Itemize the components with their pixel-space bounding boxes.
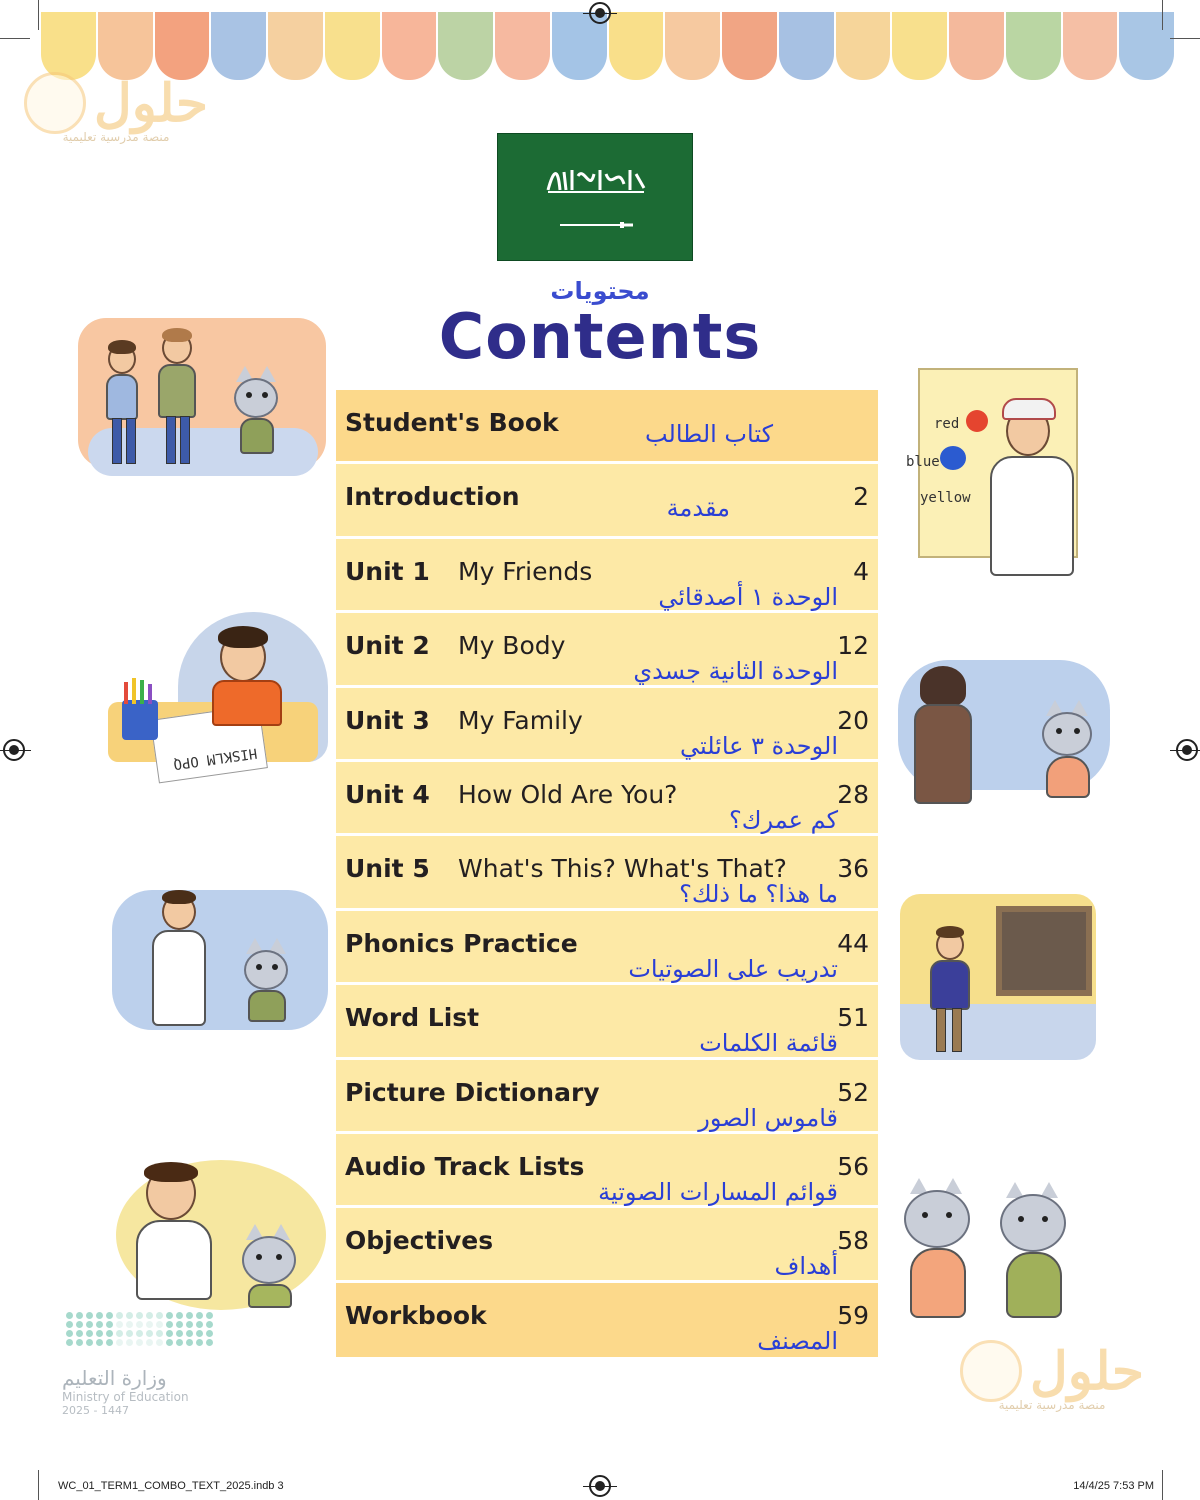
bunting-scallop xyxy=(779,12,834,80)
toc-row-phonics-practice[interactable] xyxy=(336,911,878,985)
cat-eye xyxy=(1042,1216,1048,1222)
bunting-scallop xyxy=(892,12,947,80)
kid-hair xyxy=(162,328,192,342)
toc-unit-title: What's This? What's That? xyxy=(458,854,787,884)
toc-row-workbook[interactable] xyxy=(336,1283,878,1357)
students-book-label: Student's Book xyxy=(345,408,559,437)
ministry-dot xyxy=(186,1330,193,1337)
bunting-scallop xyxy=(98,12,153,80)
bunting-scallop xyxy=(495,12,550,80)
ministry-dot xyxy=(66,1330,73,1337)
contents-title: Contents xyxy=(438,300,762,373)
ministry-dot xyxy=(166,1312,173,1319)
watermark-word: حلول xyxy=(1030,1340,1145,1402)
illustration-floor xyxy=(88,428,318,476)
cat-body xyxy=(248,1284,292,1308)
color-word-yellow: yellow xyxy=(920,490,971,506)
kid-thobe xyxy=(152,930,206,1026)
cat-dress xyxy=(1046,756,1090,798)
toc-unit-label: Unit 3 xyxy=(345,705,430,735)
toc-entry-arabic: قوائم المسارات الصوتية xyxy=(598,1177,838,1206)
toc-row-picture-dictionary[interactable] xyxy=(336,1060,878,1134)
ministry-dot xyxy=(156,1321,163,1328)
bunting-scallop xyxy=(665,12,720,80)
toc-entry-title: Objectives xyxy=(345,1226,494,1256)
cat-head xyxy=(1000,1194,1066,1252)
cat-eye xyxy=(256,1254,262,1260)
blue-splat xyxy=(940,446,966,470)
bunting-scallop xyxy=(268,12,323,80)
bunting-scallop xyxy=(41,12,96,80)
cat-eye xyxy=(246,392,252,398)
toc-page-number: 36 xyxy=(837,854,869,884)
top-bunting xyxy=(40,12,1175,82)
ministry-dot xyxy=(186,1312,193,1319)
ministry-dot xyxy=(186,1321,193,1328)
bunting-scallop xyxy=(1006,12,1061,80)
kid-leg xyxy=(952,1008,962,1052)
toc-unit-title: My Friends xyxy=(458,556,593,586)
illustration-floor xyxy=(900,1004,1096,1060)
contents-table xyxy=(336,390,878,1357)
toc-unit-title: My Family xyxy=(458,705,583,735)
toc-entry-arabic: قاموس الصور xyxy=(698,1103,838,1132)
toc-entry-arabic: مقدمة xyxy=(666,494,730,523)
pencil xyxy=(124,682,128,704)
toc-page-number: 59 xyxy=(837,1300,869,1330)
toc-unit-label: Unit 2 xyxy=(345,631,430,661)
illustration-friends-greeting xyxy=(78,318,326,480)
bunting-scallop xyxy=(325,12,380,80)
ministry-dot xyxy=(146,1321,153,1328)
toc-entry-arabic: الوحدة الثانية جسدي xyxy=(633,657,838,686)
bunting-scallop xyxy=(155,12,210,80)
kid-body xyxy=(212,680,282,726)
pencil xyxy=(140,680,144,704)
cat-head xyxy=(234,378,278,418)
toc-page-number: 52 xyxy=(837,1077,869,1107)
ministry-dot xyxy=(176,1312,183,1319)
ministry-dot xyxy=(96,1339,103,1346)
ministry-dot xyxy=(156,1330,163,1337)
ministry-dot xyxy=(106,1339,113,1346)
watermark-logo xyxy=(960,1340,1144,1412)
woman-abaya xyxy=(914,704,972,804)
toc-page-number: 2 xyxy=(853,482,869,512)
ministry-dot xyxy=(76,1339,83,1346)
ministry-dot xyxy=(66,1321,73,1328)
ministry-dot xyxy=(206,1321,213,1328)
ministry-dot xyxy=(196,1339,203,1346)
ministry-dot xyxy=(146,1312,153,1319)
pencil xyxy=(132,678,136,704)
color-word-red: red xyxy=(934,416,960,432)
toc-page-number: 12 xyxy=(837,631,869,661)
toc-unit-title: My Body xyxy=(458,631,566,661)
ministry-dot xyxy=(96,1312,103,1319)
ministry-dot xyxy=(86,1330,93,1337)
cat-eye xyxy=(262,392,268,398)
crop-mark xyxy=(1162,1470,1163,1500)
cat-eye xyxy=(946,1212,952,1218)
bunting-scallop xyxy=(382,12,437,80)
toc-page-number: 58 xyxy=(837,1226,869,1256)
illustration-two-cats xyxy=(886,1172,1100,1332)
ministry-dot xyxy=(136,1330,143,1337)
illustration-teacher-colors xyxy=(898,368,1084,576)
toc-row-unit-2[interactable] xyxy=(336,613,878,687)
teacher-thobe xyxy=(990,456,1074,576)
ministry-arabic: وزارة التعليم xyxy=(62,1366,167,1390)
pencil xyxy=(148,684,152,704)
students-book-arabic: كتاب الطالب xyxy=(644,420,773,448)
kid-thobe xyxy=(136,1220,212,1300)
kid-leg xyxy=(166,416,176,464)
ministry-dot xyxy=(166,1339,173,1346)
toc-page-number: 28 xyxy=(837,779,869,809)
toc-entry-arabic: الوحدة ١ أصدقائي xyxy=(658,582,838,611)
kid-body xyxy=(106,374,138,420)
toc-entry-title: Workbook xyxy=(345,1300,487,1330)
ministry-dot xyxy=(136,1321,143,1328)
watermark-circle-icon xyxy=(24,72,86,134)
ministry-year: 2025 - 1447 xyxy=(62,1404,129,1417)
notebook-text: HISKLM OPQ xyxy=(172,744,259,773)
cat-head xyxy=(1042,712,1092,756)
ministry-dot xyxy=(176,1330,183,1337)
toc-page-number: 56 xyxy=(837,1151,869,1181)
crop-mark xyxy=(1170,38,1200,39)
cat-eye xyxy=(276,1254,282,1260)
contents-title-arabic: محتويات xyxy=(550,277,650,305)
cat-body xyxy=(240,418,274,454)
ministry-dot xyxy=(126,1330,133,1337)
toc-header-row xyxy=(336,390,878,464)
color-word-blue: blue xyxy=(906,454,940,470)
crop-mark xyxy=(1162,0,1163,30)
toc-entry-arabic: تدريب على الصوتيات xyxy=(628,954,838,983)
bunting-scallop xyxy=(722,12,777,80)
ministry-dot xyxy=(116,1312,123,1319)
ministry-dot xyxy=(136,1339,143,1346)
toc-row-word-list[interactable] xyxy=(336,985,878,1059)
crop-mark xyxy=(0,38,30,39)
toc-unit-label: Unit 4 xyxy=(345,779,430,809)
ministry-dot xyxy=(196,1312,203,1319)
ministry-dot xyxy=(96,1330,103,1337)
toc-row-introduction[interactable] xyxy=(336,464,878,538)
ministry-dot xyxy=(156,1339,163,1346)
ministry-dots-icon xyxy=(66,1312,214,1346)
toc-entry-arabic: الوحدة ٣ عائلتي xyxy=(679,731,838,760)
toc-entry-title: Audio Track Lists xyxy=(345,1151,585,1181)
registration-mark xyxy=(589,2,611,24)
toc-entry-arabic: ما هذا؟ ما ذلك؟ xyxy=(679,880,838,909)
watermark-subtitle: منصة مدرسية تعليمية xyxy=(998,1398,1106,1412)
ministry-dot xyxy=(76,1330,83,1337)
registration-mark xyxy=(1176,739,1198,761)
blackboard xyxy=(996,906,1092,996)
toc-entry-title: Introduction xyxy=(345,482,520,512)
illustration-background xyxy=(112,890,328,1030)
watermark-word: حلول xyxy=(94,72,209,134)
ministry-logo xyxy=(62,1312,214,1417)
illustration-boy-drawing xyxy=(108,612,328,782)
watermark-circle-icon xyxy=(960,1340,1022,1402)
cat-dress xyxy=(910,1248,966,1318)
cat-head xyxy=(242,1236,296,1284)
illustration-boy-clapping xyxy=(116,1160,334,1310)
cat-eye xyxy=(256,964,262,970)
cat-head xyxy=(904,1190,970,1248)
toc-page-number: 4 xyxy=(853,556,869,586)
ministry-dot xyxy=(206,1312,213,1319)
crop-mark xyxy=(38,0,39,30)
toc-unit-label: Unit 5 xyxy=(345,854,430,884)
ministry-dot xyxy=(116,1321,123,1328)
ministry-dot xyxy=(146,1330,153,1337)
cat-eye xyxy=(1018,1216,1024,1222)
illustration-boy-blackboard xyxy=(890,894,1106,1064)
cat-eye xyxy=(272,964,278,970)
watermark-subtitle: منصة مدرسية تعليمية xyxy=(62,130,170,144)
cat-eye xyxy=(1056,728,1062,734)
kid-hair xyxy=(162,890,196,904)
ministry-dot xyxy=(76,1312,83,1319)
woman-headscarf xyxy=(920,666,966,706)
ministry-dot xyxy=(116,1330,123,1337)
toc-row-unit-3[interactable] xyxy=(336,688,878,762)
kid-leg xyxy=(126,418,136,464)
toc-entry-arabic: المصنف xyxy=(757,1326,838,1355)
bunting-scallop xyxy=(438,12,493,80)
ministry-dot xyxy=(86,1321,93,1328)
red-splat xyxy=(966,410,988,432)
toc-row-unit-5[interactable] xyxy=(336,836,878,910)
crop-mark xyxy=(38,1470,39,1500)
toc-entry-title: Phonics Practice xyxy=(345,928,578,958)
watermark-logo xyxy=(24,72,208,144)
cat-eye xyxy=(1074,728,1080,734)
bunting-scallop xyxy=(1119,12,1174,80)
toc-unit-label: Unit 1 xyxy=(345,556,430,586)
ministry-dot xyxy=(176,1339,183,1346)
kid-leg xyxy=(936,1008,946,1052)
kid-hair xyxy=(218,626,268,648)
registration-mark xyxy=(589,1475,611,1497)
bunting-scallop xyxy=(949,12,1004,80)
toc-page-number: 20 xyxy=(837,705,869,735)
ministry-dot xyxy=(96,1321,103,1328)
ministry-dot xyxy=(166,1330,173,1337)
kid-hair xyxy=(144,1162,198,1182)
ministry-dot xyxy=(106,1312,113,1319)
cat-eye xyxy=(922,1212,928,1218)
teacher-shemagh xyxy=(1002,398,1056,420)
pencil-cup xyxy=(122,700,158,740)
toc-unit-title: How Old Are You? xyxy=(458,779,678,809)
toc-page-number: 51 xyxy=(837,1003,869,1033)
toc-entry-title: Word List xyxy=(345,1003,480,1033)
toc-row-unit-4[interactable] xyxy=(336,762,878,836)
flag-calligraphy-icon xyxy=(544,162,648,198)
ministry-dot xyxy=(176,1321,183,1328)
ministry-dot xyxy=(196,1330,203,1337)
ministry-dot xyxy=(106,1330,113,1337)
footer-filename: WC_01_TERM1_COMBO_TEXT_2025.indb 3 xyxy=(58,1480,284,1492)
kid-leg xyxy=(180,416,190,464)
ministry-dot xyxy=(116,1339,123,1346)
kid-leg xyxy=(112,418,122,464)
toc-entry-arabic: أهداف xyxy=(774,1252,838,1281)
footer-datetime: 14/4/25 7:53 PM xyxy=(1073,1480,1154,1492)
toc-page-number: 44 xyxy=(837,928,869,958)
bunting-scallop xyxy=(211,12,266,80)
illustration-mother-and-cat xyxy=(898,660,1112,804)
ministry-dot xyxy=(146,1339,153,1346)
ministry-dot xyxy=(136,1312,143,1319)
ministry-dot xyxy=(86,1339,93,1346)
kid-body xyxy=(158,364,196,418)
bunting-scallop xyxy=(1063,12,1118,80)
ministry-dot xyxy=(156,1312,163,1319)
ministry-dot xyxy=(126,1321,133,1328)
ministry-dot xyxy=(186,1339,193,1346)
kid-hair xyxy=(936,926,964,938)
ministry-dot xyxy=(126,1339,133,1346)
bunting-scallop xyxy=(609,12,664,80)
registration-mark xyxy=(3,739,25,761)
toc-row-audio-track-lists[interactable] xyxy=(336,1134,878,1208)
ministry-dot xyxy=(76,1321,83,1328)
ministry-dot xyxy=(106,1321,113,1328)
illustration-boy-and-cat xyxy=(112,890,328,1040)
saudi-flag xyxy=(497,133,693,261)
cat-body xyxy=(1006,1252,1062,1318)
ministry-dot xyxy=(66,1312,73,1319)
ministry-dot xyxy=(196,1321,203,1328)
toc-entry-arabic: قائمة الكلمات xyxy=(699,1029,838,1058)
toc-row-objectives[interactable] xyxy=(336,1208,878,1282)
ministry-dot xyxy=(206,1339,213,1346)
ministry-dot xyxy=(166,1321,173,1328)
flag-sword-icon xyxy=(558,222,634,228)
toc-entry-arabic: كم عمرك؟ xyxy=(729,805,838,834)
kid-hair xyxy=(108,340,136,354)
ministry-dot xyxy=(206,1330,213,1337)
ministry-dot xyxy=(86,1312,93,1319)
toc-row-unit-1[interactable] xyxy=(336,539,878,613)
ministry-english: Ministry of Education xyxy=(62,1390,189,1404)
ministry-dot xyxy=(66,1339,73,1346)
cat-body xyxy=(248,990,286,1022)
bunting-scallop xyxy=(836,12,891,80)
kid-body xyxy=(930,960,970,1010)
toc-entry-title: Picture Dictionary xyxy=(345,1077,600,1107)
ministry-dot xyxy=(126,1312,133,1319)
cat-head xyxy=(244,950,288,990)
